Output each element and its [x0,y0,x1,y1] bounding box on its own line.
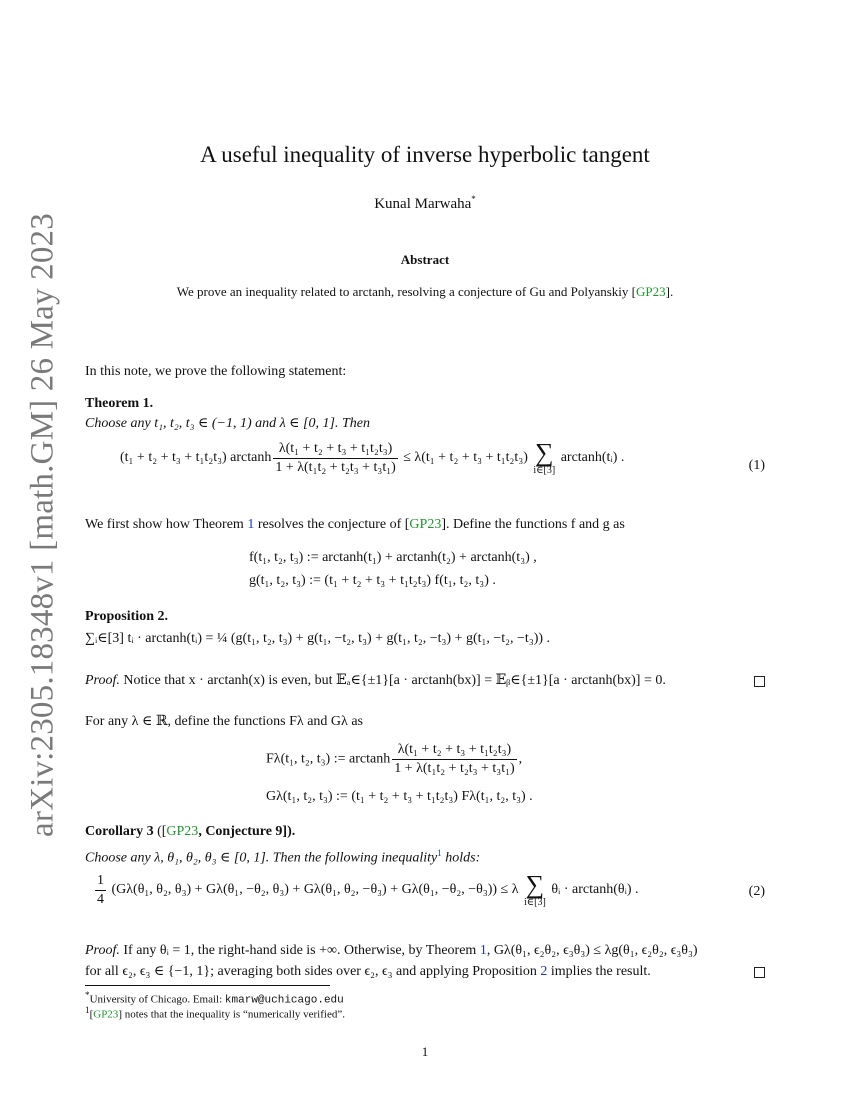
theorem-ref-link[interactable]: 1 [247,517,255,532]
proposition-ref-link[interactable]: 2 [540,964,548,979]
page-number: 1 [421,1044,429,1059]
theorem-label: Theorem 1. [85,396,154,411]
sum-index: i∈[3] [524,897,546,908]
para-text: resolves the conjecture of [ [254,517,410,532]
para-text: We first show how Theorem [85,517,248,532]
corollary-statement [85,843,770,869]
defF-comma: , [518,751,523,767]
eq2-sum-term: θᵢ · arctanh(θᵢ) . [551,882,639,898]
equation-number-2: (2) [748,884,765,899]
proof-label: Proof. [85,943,120,958]
author-line [0,194,850,213]
proof-label: Proof. [85,673,120,688]
qed-symbol [754,676,765,687]
sum-symbol: ∑ i∈[3] [533,438,556,476]
abstract-body: We prove an inequality related to arctanh, resolving a conjecture of Gu and Polyanskiy [ [176,284,636,299]
eq2-quarter [95,873,106,908]
equation-number-1: (1) [748,458,765,473]
defF-lhs: Fλ(t₁, t₂, t₃) := arctanh [266,751,391,767]
footnote-text: ] notes that the inequality is “numerically verified”. [118,1008,345,1021]
defF-numerator: λ(t₁ + t₂ + t₃ + t₁t₂t₃) [392,742,516,760]
eq1-rhs: ≤ λ(t₁ + t₂ + t₃ + t₁t₂t₃) [403,450,528,466]
eq1-denominator: 1 + λ(t₁t₂ + t₂t₃ + t₃t₁) [275,459,396,475]
abstract-end: ]. [665,284,674,299]
eq1-numerator: λ(t₁ + t₂ + t₃ + t₁t₂t₃) [273,441,397,459]
paragraph-lambda: For any λ ∈ ℝ, define the functions Fλ and Gλ as [85,714,363,729]
proof-text: If any θᵢ = 1, the right-hand side is +∞. Otherwise, by Theorem [123,943,480,958]
email-link[interactable]: kmarw@uchicago.edu [224,994,344,1007]
proposition-formula: ∑ᵢ∈[3] tᵢ · arctanh(tᵢ) = ¼ (g(t₁, t₂, t₃) + g(t₁, −t₂, t₃) + g(t₁, t₂, −t₃) + g(t₁, −t₂, −t₃)) . [85,631,551,646]
footnote-1 [85,1003,770,1023]
citation-link[interactable]: GP23 [636,284,666,299]
proof-corollary-line2 [85,962,770,982]
proof-text: implies the result. [547,964,651,979]
proof-text: for all ϵ₂, ϵ₃ ∈ {−1, 1}; averaging both sides over ϵ₂, ϵ₃ and applying Proposition [85,964,541,979]
def-G-lambda: Gλ(t₁, t₂, t₃) := (t₁ + t₂ + t₃ + t₁t₂t₃) Fλ(t₁, t₂, t₃) . [266,789,533,804]
author-footnote-mark[interactable]: * [471,194,476,204]
corollary-label: Corollary 3 [85,824,154,839]
footnote-bracket: [ [89,1008,94,1021]
paragraph-first [85,515,770,535]
proof-proposition [85,671,770,691]
abstract-text [0,284,850,300]
footnote-rule [85,985,330,986]
intro-paragraph: In this note, we prove the following statement: [85,364,347,379]
citation-link[interactable]: GP23 [409,517,442,532]
eq1-lhs: (t₁ + t₂ + t₃ + t₁t₂t₃) arctanh [120,450,272,466]
para-text: ]. Define the functions f and g as [441,517,625,532]
defF-denominator: 1 + λ(t₁t₂ + t₂t₃ + t₃t₁) [394,761,515,776]
corollary-paren: , Conjecture 9]). [198,824,296,839]
eq2-denominator: 4 [97,891,104,907]
proof-text: , Gλ(θ₁, ϵ₂θ₂, ϵ₃θ₃) ≤ λg(θ₁, ϵ₂θ₂, ϵ₃θ₃) [486,943,698,958]
arxiv-identifier: arXiv:2305.18348v1 [math.GM] 26 May 2023 [24,213,61,837]
defF-fraction [392,742,516,777]
arxiv-sidebar [18,213,68,837]
corollary-text: Choose any λ, θ₁, θ₂, θ₃ ∈ [0, 1]. Then the following inequality [85,850,438,866]
def-g: g(t₁, t₂, t₃) := (t₁ + t₂ + t₃ + t₁t₂t₃) f(t₁, t₂, t₃) . [249,573,496,588]
corollary-text: holds: [441,850,481,866]
footnote-mark-link[interactable]: 1 [437,848,442,858]
citation-link[interactable]: GP23 [93,1008,119,1021]
proof-corollary-line1 [85,941,770,961]
equation-1 [120,440,624,476]
def-F-lambda [266,742,522,777]
paper-title: A useful inequality of inverse hyperbolic tangent [200,142,650,167]
equation-2 [93,872,639,908]
footnote-mark: * [85,990,90,1000]
eq2-numerator: 1 [95,873,106,891]
footnote-text: University of Chicago. Email: [89,993,225,1006]
proof-text: Notice that x · arctanh(x) is even, but 𝔼ₐ∈{±1}[a · arctanh(bx)] = 𝔼ᵦ∈{±1}[a · arctanh(bx)] = 0. [123,673,666,688]
abstract-heading: Abstract [400,252,450,267]
author-name: Kunal Marwaha [374,196,472,212]
eq2-body: (Gλ(θ₁, θ₂, θ₃) + Gλ(θ₁, −θ₂, θ₃) + Gλ(θ₁, θ₂, −θ₃) + Gλ(θ₁, −θ₂, −θ₃)) ≤ λ [111,882,519,898]
footnote-mark: 1 [85,1005,90,1015]
citation-link[interactable]: GP23 [166,824,199,839]
eq1-fraction [273,441,397,476]
theorem-statement: Choose any t₁, t₂, t₃ ∈ (−1, 1) and λ ∈ [0, 1]. Then [85,416,370,431]
qed-symbol [754,967,765,978]
theorem-ref-link[interactable]: 1 [479,943,487,958]
proposition-label: Proposition 2. [85,609,168,624]
corollary-paren: ([ [153,824,167,839]
eq1-sum-term: arctanh(tᵢ) . [560,450,625,466]
sum-index: i∈[3] [533,465,556,476]
corollary-heading [85,822,770,842]
sum-symbol: ∑ i∈[3] [524,870,546,908]
def-f: f(t₁, t₂, t₃) := arctanh(t₁) + arctanh(t₂) + arctanh(t₃) , [249,550,537,565]
